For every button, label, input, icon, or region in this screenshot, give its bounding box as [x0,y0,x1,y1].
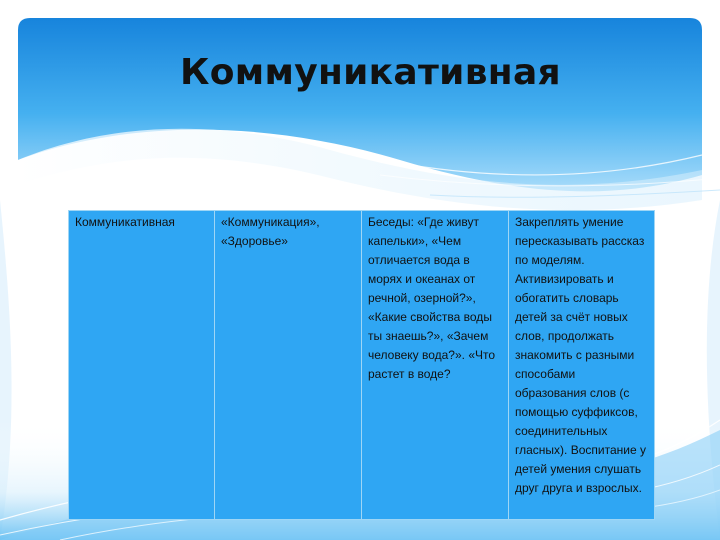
cell-activities: Беседы: «Где живут капельки», «Чем отличается вода в морях и океанах от речной, озерной?», «Какие свойства воды ты знаешь?», «Зачем человеку вода?». «Что растет в воде? [362,211,509,520]
table-row [69,211,655,520]
cell-goals: Закреплять умение пересказывать рассказ по моделям. Активизировать и обогатить словарь детей за счёт новых слов, продолжать знакомить с разными способами образования слов (с помощью суффиксов, соединительных гласных). Воспитание у детей умения слушать друг друга и взрослых. [509,211,655,520]
cell-integration: «Коммуникация», «Здоровье» [215,211,362,520]
slide-title: Коммуникативная [180,52,561,93]
cell-area: Коммуникативная [69,211,215,520]
activity-table [68,210,655,520]
